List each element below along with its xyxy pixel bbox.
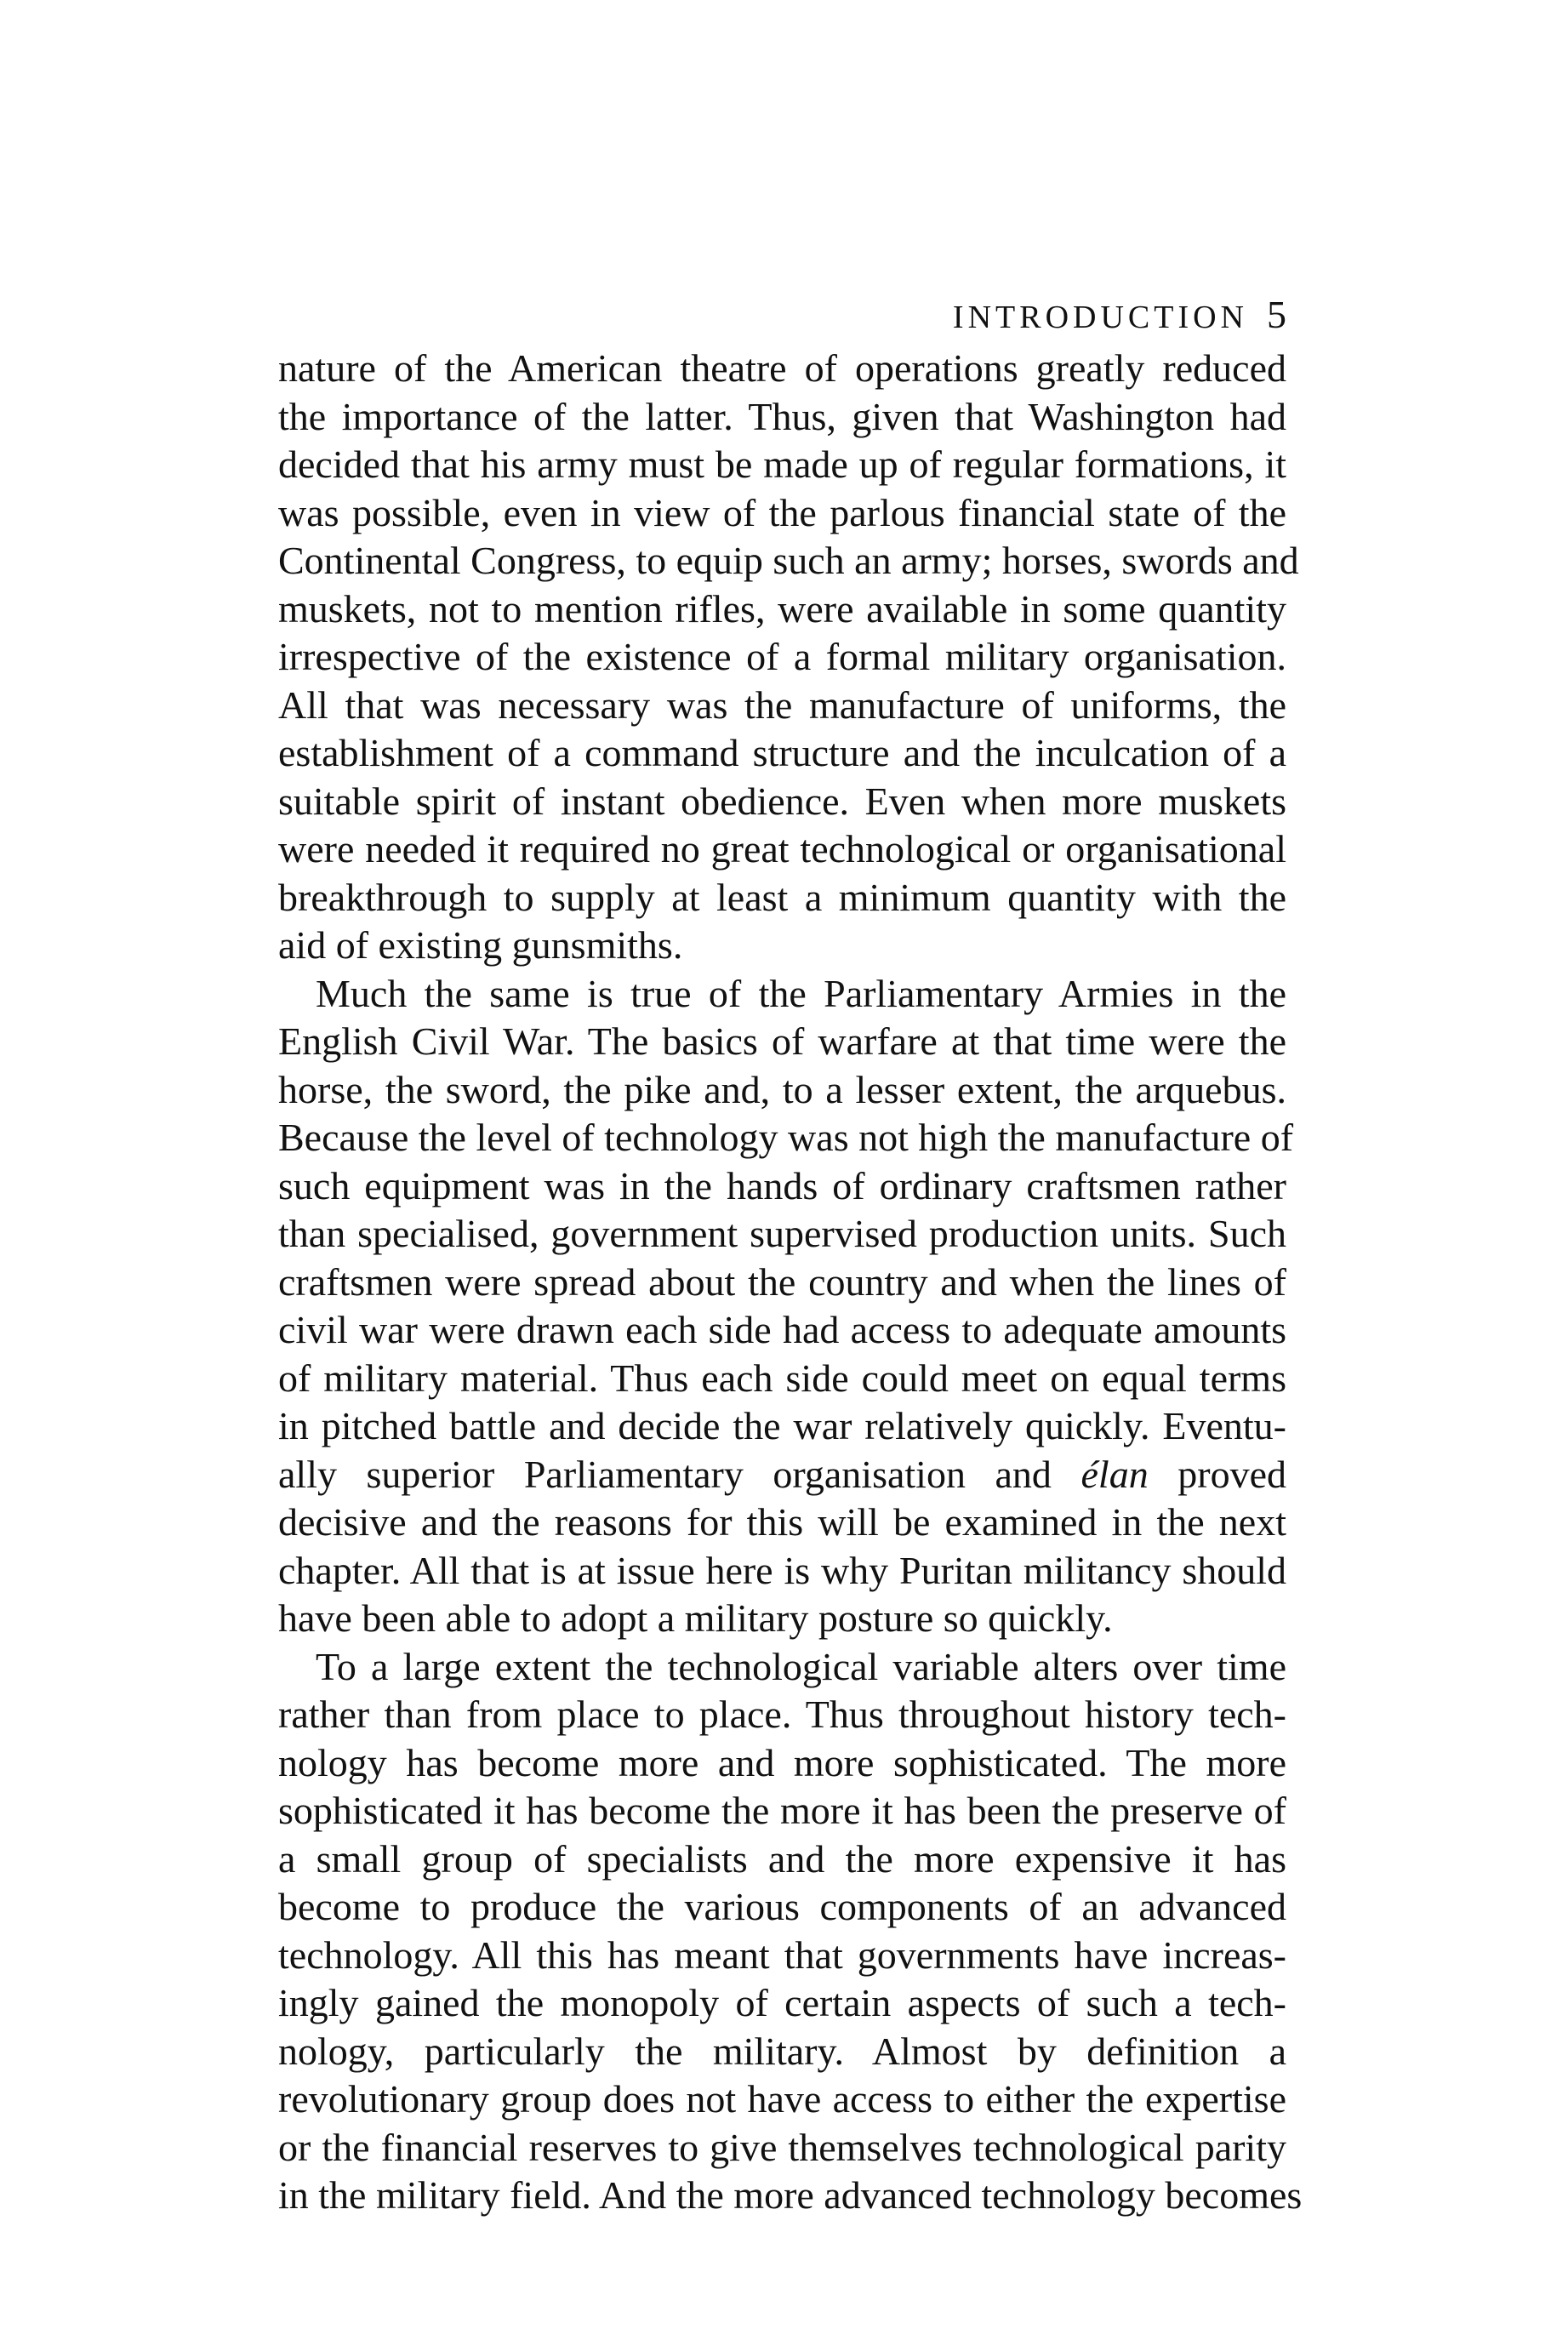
text-line: suitable spirit of instant obedience. Even when more muskets [278,779,1286,823]
text-line: sophisticated it has become the more it has been the preserve of [278,1789,1286,1832]
text-line: English Civil War. The basics of warfare at that time were the [278,1019,1286,1063]
text-line: establishment of a command structure and the inculcation of a [278,731,1286,774]
text-line: than specialised, government supervised production units. Such [278,1212,1286,1255]
text-line: have been able to adopt a military posture so quickly. [278,1596,1113,1640]
text-line: horse, the sword, the pike and, to a lesser extent, the arquebus. [278,1067,1286,1111]
text-line: chapter. All that is at issue here is why Puritan militancy should [278,1548,1286,1592]
text-line: the importance of the latter. Thus, given that Washington had [278,394,1286,438]
text-line: breakthrough to supply at least a minimum quantity with the [278,875,1286,919]
text-line: aid of existing gunsmiths. [278,923,683,967]
text-line: rather than from place to place. Thus throughout history tech- [278,1693,1286,1736]
text-line [278,1451,1286,1499]
text-segment: ally superior Parliamentary organisation and [278,1452,1052,1496]
text-line: technology. All this has meant that governments have increas- [278,1932,1286,1977]
text-line: Much the same is true of the Parliamentary Armies in the [316,971,1286,1015]
page-number: 5 [1267,293,1286,336]
text-segment: proved [1177,1452,1287,1496]
text-line: muskets, not to mention rifles, were available in some quantity [278,586,1286,631]
text-line: All that was necessary was the manufacture of uniforms, the [278,682,1286,727]
text-line: ingly gained the monopoly of certain aspects of such a tech- [278,1981,1286,2024]
text-line: such equipment was in the hands of ordinary craftsmen rather [278,1163,1286,1207]
body-text [278,345,1303,2220]
text-line: become to produce the various components of an advanced [278,1885,1286,1928]
text-line: decided that his army must be made up of regular formations, it [278,442,1286,486]
text-line: nology, particularly the military. Almost by definition a [278,2029,1286,2073]
text-line: Because the level of technology was not high the manufacture of [278,1116,1294,1159]
text-line: Continental Congress, to equip such an army; horses, swords and [278,539,1299,582]
text-line: was possible, even in view of the parlous financial state of the [278,490,1286,534]
text-line: To a large extent the technological variable alters over time [316,1644,1286,1688]
running-head-title: INTRODUCTION [952,300,1248,335]
text-line: in the military field. And the more advanced technology becomes [278,2173,1303,2217]
text-line: civil war were drawn each side had access to adequate amounts [278,1308,1286,1351]
text-line: nology has become more and more sophisticated. The more [278,1740,1286,1784]
text-line: craftsmen were spread about the country and when the lines of [278,1259,1286,1304]
text-line: a small group of specialists and the more expensive it has [278,1836,1286,1881]
text-line: irrespective of the existence of a formal military organisation. [278,635,1286,678]
italic-word: élan [1080,1452,1149,1496]
text-line: of military material. Thus each side could meet on equal terms [278,1356,1286,1400]
text-line: in pitched battle and decide the war relatively quickly. Eventu- [278,1404,1286,1447]
text-line: revolutionary group does not have access to either the expertise [278,2077,1286,2121]
text-line: nature of the American theatre of operations greatly reduced [278,346,1286,390]
text-line: or the financial reserves to give themselves technological parity [278,2125,1286,2169]
text-line: decisive and the reasons for this will be examined in the next [278,1500,1286,1544]
running-head [278,289,1286,340]
text-line: were needed it required no great technological or organisational [278,827,1286,871]
